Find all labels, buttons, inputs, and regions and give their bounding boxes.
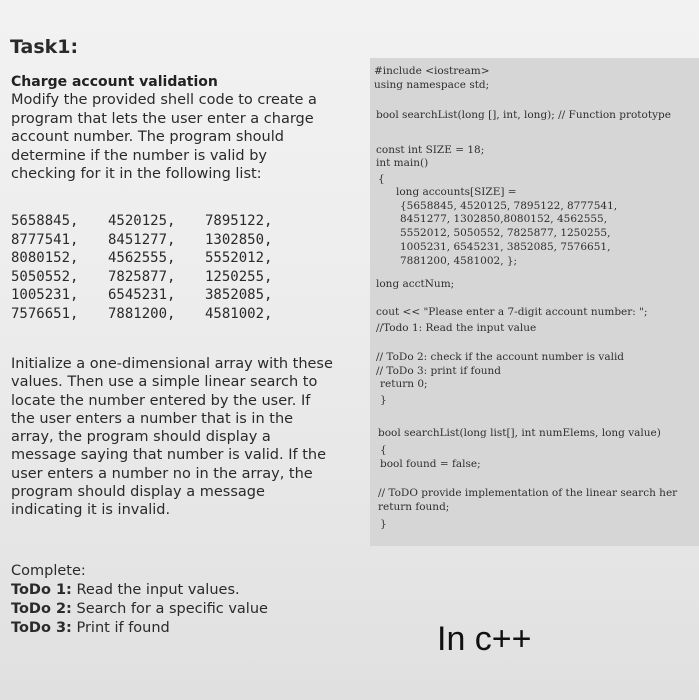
instructions-line: user enters a number no in the array, the (11, 465, 313, 482)
description-line: determine if the number is valid by (11, 147, 267, 164)
todo-list-label: Complete: (11, 563, 86, 579)
code-line: // ToDo 3: print if found (376, 365, 502, 377)
instructions-line: values. Then use a simple linear search to (11, 374, 318, 391)
account-number: 6545231, (108, 287, 176, 303)
account-number: 1005231, (11, 287, 79, 303)
todo-text: Read the input values. (71, 582, 240, 598)
todo-tag: ToDo 1: (11, 582, 72, 598)
code-line: long accounts[SIZE] = (396, 186, 517, 198)
task-description (11, 91, 361, 184)
description-line: account number. The program should (11, 129, 284, 145)
code-line: { (378, 173, 385, 185)
instructions-line: the user enters a number that is in the (11, 410, 294, 427)
code-line: bool searchList(long [], int, long); // Function prototype (376, 109, 671, 121)
account-row (11, 212, 302, 231)
handwritten-language-note: In c++ (437, 620, 532, 658)
code-line: long acctNum; (376, 278, 455, 290)
description-line: checking for it in the following list: (11, 166, 262, 182)
code-panel (370, 58, 699, 546)
account-number: 5658845, (11, 213, 79, 229)
todo-item (11, 581, 268, 600)
instructions-line: indicating it is invalid. (11, 502, 171, 519)
account-number: 1302850, (205, 231, 273, 248)
code-line: bool searchList(long list[], int numElems, long value) (378, 427, 661, 439)
code-line: return found; (378, 501, 450, 513)
code-line: } (380, 518, 387, 530)
instructions-line: array, the program should display a (11, 429, 271, 446)
account-number: 4520125, (108, 213, 176, 229)
instructions-line: Initialize a one-dimensional array with these (11, 356, 333, 372)
account-number: 7895122, (205, 213, 273, 229)
account-row (11, 231, 302, 250)
code-line: 7881200, 4581002, }; (400, 255, 518, 267)
code-line: bool found = false; (380, 458, 481, 470)
description-line: Modify the provided shell code to create a (11, 92, 317, 108)
code-line: return 0; (380, 378, 428, 390)
account-row (11, 268, 302, 287)
code-line: cout << "Please enter a 7-digit account number: "; (376, 306, 648, 318)
code-line: 8451277, 1302850,8080152, 4562555, (400, 213, 608, 225)
code-line: 5552012, 5050552, 7825877, 1250255, (400, 227, 611, 239)
code-line: // ToDO provide implementation of the linear search her (378, 487, 678, 499)
instructions-line: locate the number entered by the user. If (11, 392, 311, 409)
code-line: #include <iostream> (374, 65, 490, 77)
code-line: const int SIZE = 18; (376, 144, 485, 156)
code-line: //Todo 1: Read the input value (376, 322, 537, 334)
account-number: 8451277, (108, 231, 176, 248)
account-number: 7881200, (108, 305, 176, 322)
todo-text: Search for a specific value (71, 601, 268, 617)
todo-list (11, 562, 268, 638)
account-number: 4581002, (205, 305, 273, 322)
account-row (11, 305, 302, 324)
code-line: using namespace std; (374, 79, 490, 91)
instructions-paragraph (11, 355, 371, 520)
account-number: 5050552, (11, 268, 79, 285)
account-number: 7825877, (108, 268, 176, 285)
todo-item (11, 600, 268, 619)
description-line: program that lets the user enter a charge (11, 110, 314, 127)
account-number: 8080152, (11, 250, 79, 266)
account-number: 7576651, (11, 305, 79, 322)
todo-tag: ToDo 3: (11, 620, 72, 636)
account-number-list (11, 212, 302, 323)
code-line: { (380, 444, 387, 456)
code-line: } (380, 394, 387, 406)
todo-item (11, 619, 268, 638)
code-line: int main() (376, 157, 429, 169)
code-line: {5658845, 4520125, 7895122, 8777541, (400, 200, 618, 212)
account-number: 5552012, (205, 250, 273, 266)
code-line: // ToDo 2: check if the account number is valid (376, 351, 625, 363)
todo-tag: ToDo 2: (11, 601, 72, 617)
instructions-line: message saying that number is valid. If the (11, 447, 327, 464)
account-row (11, 249, 302, 268)
section-heading: Charge account validation (11, 74, 218, 90)
account-number: 8777541, (11, 231, 79, 248)
task-title: Task1: (10, 36, 79, 58)
account-number: 1250255, (205, 268, 273, 285)
account-number: 3852085, (205, 287, 273, 303)
code-line: 1005231, 6545231, 3852085, 7576651, (400, 241, 611, 253)
account-row (11, 286, 302, 305)
account-number: 4562555, (108, 250, 176, 266)
instructions-line: program should display a message (11, 484, 265, 501)
todo-text: Print if found (71, 620, 170, 636)
